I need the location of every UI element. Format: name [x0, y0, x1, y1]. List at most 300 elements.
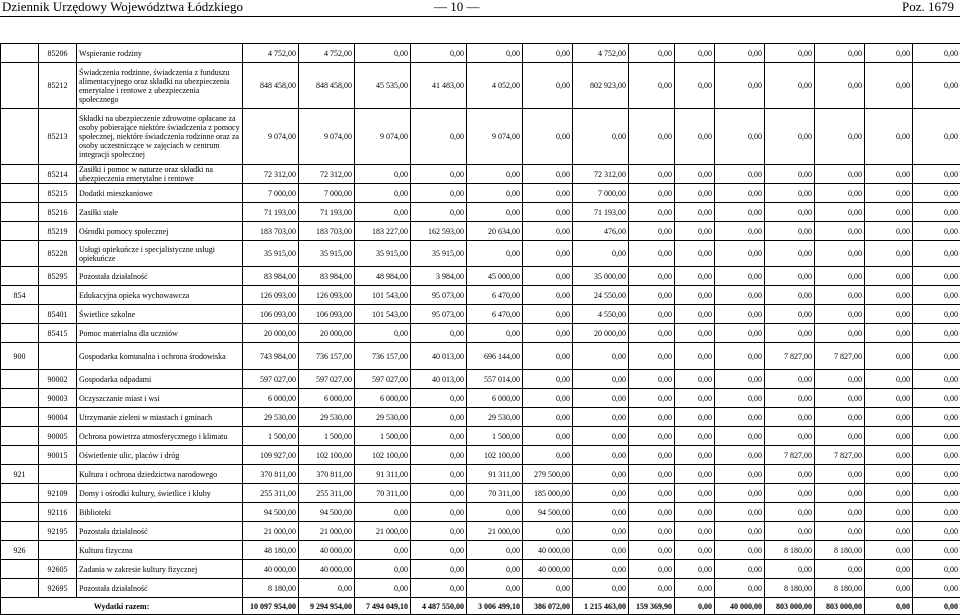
amount-cell: 8 180,00 — [765, 541, 815, 560]
table-row — [1, 370, 960, 389]
amount-cell: 0,00 — [865, 63, 913, 109]
amount-cell: 0,00 — [865, 465, 913, 484]
total-amount-cell: 0,00 — [913, 598, 960, 615]
amount-cell: 0,00 — [865, 446, 913, 465]
table-row — [1, 343, 960, 370]
amount-cell: 183 703,00 — [299, 222, 355, 241]
amount-cell: 102 100,00 — [467, 446, 523, 465]
amount-cell: 0,00 — [765, 522, 815, 541]
division-cell — [1, 579, 39, 598]
amount-cell: 0,00 — [675, 503, 715, 522]
division-cell — [1, 484, 39, 503]
description-cell: Pozostała działalność — [77, 267, 243, 286]
amount-cell: 0,00 — [675, 446, 715, 465]
amount-cell: 7 000,00 — [299, 184, 355, 203]
chapter-cell: 85219 — [39, 222, 77, 241]
description-cell: Gospodarka komunalna i ochrona środowiska — [77, 343, 243, 370]
amount-cell: 7 000,00 — [573, 184, 629, 203]
table-row — [1, 165, 960, 184]
amount-cell: 29 530,00 — [355, 408, 411, 427]
amount-cell: 0,00 — [765, 427, 815, 446]
amount-cell: 0,00 — [573, 408, 629, 427]
total-amount-cell: 803 000,00 — [765, 598, 815, 615]
amount-cell: 0,00 — [865, 109, 913, 165]
amount-cell: 0,00 — [865, 579, 913, 598]
amount-cell: 0,00 — [523, 324, 573, 343]
chapter-cell: 90002 — [39, 370, 77, 389]
amount-cell: 0,00 — [629, 408, 675, 427]
amount-cell: 696 144,00 — [467, 343, 523, 370]
chapter-cell: 85215 — [39, 184, 77, 203]
amount-cell: 1 500,00 — [243, 427, 299, 446]
amount-cell: 72 312,00 — [573, 165, 629, 184]
total-row — [1, 598, 960, 615]
amount-cell: 0,00 — [913, 63, 960, 109]
amount-cell: 279 500,00 — [523, 465, 573, 484]
amount-cell: 0,00 — [913, 427, 960, 446]
description-cell: Zasiłki i pomoc w naturze oraz składki na ubezpieczenia emerytalne i rentowe — [77, 165, 243, 184]
amount-cell: 476,00 — [573, 222, 629, 241]
amount-cell: 0,00 — [765, 63, 815, 109]
amount-cell: 183 703,00 — [243, 222, 299, 241]
amount-cell: 20 000,00 — [299, 324, 355, 343]
amount-cell: 0,00 — [865, 286, 913, 305]
amount-cell: 6 470,00 — [467, 305, 523, 324]
amount-cell: 48 180,00 — [243, 541, 299, 560]
amount-cell: 40 013,00 — [411, 343, 467, 370]
division-cell: 921 — [1, 465, 39, 484]
amount-cell: 0,00 — [715, 389, 765, 408]
amount-cell: 9 074,00 — [355, 109, 411, 165]
amount-cell: 0,00 — [815, 203, 865, 222]
amount-cell: 0,00 — [865, 541, 913, 560]
amount-cell: 4 052,00 — [467, 63, 523, 109]
chapter-cell: 85415 — [39, 324, 77, 343]
amount-cell: 0,00 — [715, 165, 765, 184]
amount-cell: 0,00 — [865, 427, 913, 446]
amount-cell: 0,00 — [467, 503, 523, 522]
division-cell — [1, 389, 39, 408]
amount-cell: 0,00 — [913, 370, 960, 389]
amount-cell: 0,00 — [913, 267, 960, 286]
amount-cell: 0,00 — [815, 389, 865, 408]
amount-cell: 0,00 — [411, 324, 467, 343]
description-cell: Składki na ubezpieczenie zdrowotne opłacane za osoby pobierające niektóre świadczenia z pomocy społecznej, niektóre świadczenia rodzinne oraz za osoby uczestniczące w zajęciach w centrum integracji społecznej — [77, 109, 243, 165]
amount-cell: 0,00 — [865, 522, 913, 541]
amount-cell: 0,00 — [629, 579, 675, 598]
division-cell: 854 — [1, 286, 39, 305]
table-row — [1, 203, 960, 222]
table-row — [1, 579, 960, 598]
table-row — [1, 465, 960, 484]
description-cell: Kultura fizyczna — [77, 541, 243, 560]
amount-cell: 40 000,00 — [299, 541, 355, 560]
amount-cell: 0,00 — [467, 184, 523, 203]
amount-cell: 35 915,00 — [355, 241, 411, 267]
amount-cell: 0,00 — [523, 203, 573, 222]
amount-cell: 0,00 — [913, 484, 960, 503]
amount-cell: 0,00 — [913, 165, 960, 184]
table-row — [1, 305, 960, 324]
amount-cell: 0,00 — [467, 241, 523, 267]
amount-cell: 0,00 — [865, 560, 913, 579]
amount-cell: 0,00 — [629, 560, 675, 579]
table-row — [1, 222, 960, 241]
amount-cell: 0,00 — [715, 560, 765, 579]
total-amount-cell: 1 215 463,00 — [573, 598, 629, 615]
amount-cell: 0,00 — [913, 44, 960, 63]
amount-cell: 0,00 — [299, 579, 355, 598]
amount-cell: 72 312,00 — [299, 165, 355, 184]
chapter-cell: 85216 — [39, 203, 77, 222]
amount-cell: 102 100,00 — [355, 446, 411, 465]
division-cell — [1, 241, 39, 267]
amount-cell: 0,00 — [815, 63, 865, 109]
amount-cell: 0,00 — [715, 343, 765, 370]
amount-cell: 0,00 — [765, 324, 815, 343]
total-amount-cell: 4 487 550,00 — [411, 598, 467, 615]
amount-cell: 0,00 — [675, 222, 715, 241]
amount-cell: 70 311,00 — [355, 484, 411, 503]
description-cell: Ochrona powietrza atmosferycznego i klimatu — [77, 427, 243, 446]
chapter-cell: 92109 — [39, 484, 77, 503]
amount-cell: 370 811,00 — [243, 465, 299, 484]
amount-cell: 0,00 — [715, 370, 765, 389]
amount-cell: 0,00 — [765, 286, 815, 305]
division-cell — [1, 109, 39, 165]
amount-cell: 94 500,00 — [299, 503, 355, 522]
amount-cell: 0,00 — [411, 109, 467, 165]
amount-cell: 20 634,00 — [467, 222, 523, 241]
amount-cell: 0,00 — [411, 44, 467, 63]
amount-cell: 0,00 — [573, 343, 629, 370]
amount-cell: 7 827,00 — [815, 446, 865, 465]
amount-cell: 40 000,00 — [299, 560, 355, 579]
amount-cell: 0,00 — [629, 184, 675, 203]
amount-cell: 0,00 — [523, 305, 573, 324]
amount-cell: 9 074,00 — [467, 109, 523, 165]
amount-cell: 183 227,00 — [355, 222, 411, 241]
amount-cell: 255 311,00 — [299, 484, 355, 503]
amount-cell: 45 000,00 — [467, 267, 523, 286]
amount-cell: 29 530,00 — [243, 408, 299, 427]
table-row — [1, 446, 960, 465]
amount-cell: 4 752,00 — [573, 44, 629, 63]
amount-cell: 106 093,00 — [243, 305, 299, 324]
amount-cell: 0,00 — [765, 503, 815, 522]
division-cell — [1, 560, 39, 579]
amount-cell: 0,00 — [765, 408, 815, 427]
description-cell: Pozostała działalność — [77, 522, 243, 541]
division-cell — [1, 267, 39, 286]
amount-cell: 41 483,00 — [411, 63, 467, 109]
amount-cell: 101 543,00 — [355, 286, 411, 305]
amount-cell: 29 530,00 — [467, 408, 523, 427]
amount-cell: 0,00 — [629, 427, 675, 446]
amount-cell: 0,00 — [675, 408, 715, 427]
amount-cell: 0,00 — [523, 579, 573, 598]
amount-cell: 0,00 — [865, 343, 913, 370]
amount-cell: 0,00 — [573, 109, 629, 165]
amount-cell: 0,00 — [629, 305, 675, 324]
amount-cell: 736 157,00 — [299, 343, 355, 370]
description-cell: Domy i ośrodki kultury, świetlice i kluby — [77, 484, 243, 503]
amount-cell: 0,00 — [865, 184, 913, 203]
description-cell: Ośrodki pomocy społecznej — [77, 222, 243, 241]
amount-cell: 0,00 — [865, 241, 913, 267]
amount-cell: 0,00 — [815, 286, 865, 305]
table-row — [1, 503, 960, 522]
amount-cell: 0,00 — [629, 63, 675, 109]
amount-cell: 736 157,00 — [355, 343, 411, 370]
amount-cell: 0,00 — [675, 465, 715, 484]
amount-cell: 1 500,00 — [355, 427, 411, 446]
amount-cell: 0,00 — [411, 541, 467, 560]
amount-cell: 1 500,00 — [299, 427, 355, 446]
amount-cell: 35 000,00 — [573, 267, 629, 286]
amount-cell: 0,00 — [913, 503, 960, 522]
amount-cell: 0,00 — [675, 343, 715, 370]
amount-cell: 7 000,00 — [243, 184, 299, 203]
amount-cell: 0,00 — [675, 203, 715, 222]
amount-cell: 0,00 — [573, 541, 629, 560]
amount-cell: 0,00 — [411, 165, 467, 184]
amount-cell: 0,00 — [765, 184, 815, 203]
amount-cell: 8 180,00 — [815, 579, 865, 598]
table-row — [1, 522, 960, 541]
amount-cell: 0,00 — [355, 184, 411, 203]
amount-cell: 597 027,00 — [355, 370, 411, 389]
amount-cell: 71 193,00 — [573, 203, 629, 222]
amount-cell: 0,00 — [815, 560, 865, 579]
chapter-cell: 85212 — [39, 63, 77, 109]
amount-cell: 0,00 — [913, 446, 960, 465]
amount-cell: 0,00 — [411, 427, 467, 446]
amount-cell: 0,00 — [715, 579, 765, 598]
amount-cell: 0,00 — [913, 389, 960, 408]
amount-cell: 0,00 — [765, 241, 815, 267]
amount-cell: 0,00 — [815, 222, 865, 241]
amount-cell: 40 013,00 — [411, 370, 467, 389]
amount-cell: 0,00 — [913, 184, 960, 203]
amount-cell: 35 915,00 — [411, 241, 467, 267]
amount-cell: 0,00 — [411, 522, 467, 541]
amount-cell: 0,00 — [865, 267, 913, 286]
division-cell — [1, 184, 39, 203]
amount-cell: 0,00 — [865, 408, 913, 427]
amount-cell: 0,00 — [765, 560, 815, 579]
division-cell — [1, 222, 39, 241]
amount-cell: 255 311,00 — [243, 484, 299, 503]
amount-cell: 0,00 — [629, 541, 675, 560]
amount-cell: 0,00 — [865, 203, 913, 222]
amount-cell: 9 074,00 — [299, 109, 355, 165]
amount-cell: 0,00 — [355, 541, 411, 560]
amount-cell: 0,00 — [865, 370, 913, 389]
amount-cell: 0,00 — [765, 370, 815, 389]
table-row — [1, 389, 960, 408]
amount-cell: 0,00 — [913, 324, 960, 343]
amount-cell: 0,00 — [815, 241, 865, 267]
total-amount-cell: 10 097 954,00 — [243, 598, 299, 615]
amount-cell: 0,00 — [675, 267, 715, 286]
amount-cell: 0,00 — [815, 184, 865, 203]
amount-cell: 185 000,00 — [523, 484, 573, 503]
amount-cell: 95 073,00 — [411, 286, 467, 305]
amount-cell: 40 000,00 — [523, 560, 573, 579]
amount-cell: 0,00 — [715, 484, 765, 503]
total-amount-cell: 3 006 499,10 — [467, 598, 523, 615]
position-number: Poz. 1679 — [902, 0, 954, 15]
amount-cell: 0,00 — [573, 370, 629, 389]
amount-cell: 109 927,00 — [243, 446, 299, 465]
amount-cell: 0,00 — [765, 465, 815, 484]
division-cell — [1, 203, 39, 222]
division-cell: 926 — [1, 541, 39, 560]
total-amount-cell: 159 369,90 — [629, 598, 675, 615]
amount-cell: 29 530,00 — [299, 408, 355, 427]
division-cell — [1, 305, 39, 324]
amount-cell: 0,00 — [523, 446, 573, 465]
chapter-cell — [39, 343, 77, 370]
amount-cell: 0,00 — [675, 389, 715, 408]
amount-cell: 0,00 — [573, 579, 629, 598]
amount-cell: 0,00 — [629, 267, 675, 286]
amount-cell: 0,00 — [815, 267, 865, 286]
amount-cell: 94 500,00 — [243, 503, 299, 522]
amount-cell: 0,00 — [715, 408, 765, 427]
division-cell — [1, 446, 39, 465]
description-cell: Świetlice szkolne — [77, 305, 243, 324]
amount-cell: 0,00 — [815, 165, 865, 184]
amount-cell: 0,00 — [629, 324, 675, 343]
amount-cell: 35 915,00 — [299, 241, 355, 267]
amount-cell: 0,00 — [573, 484, 629, 503]
amount-cell: 21 000,00 — [355, 522, 411, 541]
amount-cell: 0,00 — [411, 484, 467, 503]
amount-cell: 0,00 — [523, 184, 573, 203]
amount-cell: 71 193,00 — [299, 203, 355, 222]
amount-cell: 95 073,00 — [411, 305, 467, 324]
amount-cell: 6 000,00 — [355, 389, 411, 408]
division-cell — [1, 408, 39, 427]
amount-cell: 0,00 — [411, 579, 467, 598]
amount-cell: 126 093,00 — [299, 286, 355, 305]
table-row — [1, 109, 960, 165]
amount-cell: 0,00 — [765, 203, 815, 222]
amount-cell: 8 180,00 — [815, 541, 865, 560]
page-number: — 10 — — [434, 0, 480, 15]
amount-cell: 0,00 — [815, 305, 865, 324]
page-header — [0, 0, 960, 17]
amount-cell: 101 543,00 — [355, 305, 411, 324]
amount-cell: 91 311,00 — [467, 465, 523, 484]
amount-cell: 0,00 — [523, 222, 573, 241]
amount-cell: 0,00 — [865, 484, 913, 503]
amount-cell: 0,00 — [467, 324, 523, 343]
chapter-cell: 85401 — [39, 305, 77, 324]
amount-cell: 0,00 — [815, 408, 865, 427]
description-cell: Świadczenia rodzinne, świadczenia z funduszu alimentacyjnego oraz składki na ubezpieczenia emerytalne i rentowe z ubezpieczenia społecznego — [77, 63, 243, 109]
journal-title: Dziennik Urzędowy Województwa Łódzkiego — [2, 0, 243, 15]
amount-cell: 6 000,00 — [243, 389, 299, 408]
amount-cell: 0,00 — [411, 446, 467, 465]
amount-cell: 0,00 — [815, 109, 865, 165]
amount-cell: 0,00 — [629, 44, 675, 63]
amount-cell: 0,00 — [523, 109, 573, 165]
amount-cell: 8 180,00 — [765, 579, 815, 598]
table-row — [1, 63, 960, 109]
amount-cell: 0,00 — [865, 305, 913, 324]
amount-cell: 7 827,00 — [765, 446, 815, 465]
amount-cell: 0,00 — [865, 503, 913, 522]
amount-cell: 0,00 — [913, 305, 960, 324]
division-cell — [1, 165, 39, 184]
amount-cell: 45 535,00 — [355, 63, 411, 109]
amount-cell: 0,00 — [715, 241, 765, 267]
amount-cell: 83 984,00 — [299, 267, 355, 286]
table-row — [1, 560, 960, 579]
amount-cell: 0,00 — [523, 267, 573, 286]
amount-cell: 7 827,00 — [765, 343, 815, 370]
amount-cell: 0,00 — [715, 267, 765, 286]
amount-cell: 4 550,00 — [573, 305, 629, 324]
amount-cell: 48 984,00 — [355, 267, 411, 286]
amount-cell: 35 915,00 — [243, 241, 299, 267]
amount-cell: 0,00 — [675, 541, 715, 560]
amount-cell: 72 312,00 — [243, 165, 299, 184]
amount-cell: 0,00 — [865, 324, 913, 343]
amount-cell: 21 000,00 — [467, 522, 523, 541]
amount-cell: 0,00 — [523, 370, 573, 389]
amount-cell: 0,00 — [467, 44, 523, 63]
description-cell: Zadania w zakresie kultury fizycznej — [77, 560, 243, 579]
amount-cell: 0,00 — [675, 241, 715, 267]
amount-cell: 0,00 — [865, 165, 913, 184]
amount-cell: 20 000,00 — [573, 324, 629, 343]
amount-cell: 0,00 — [715, 541, 765, 560]
amount-cell: 0,00 — [715, 184, 765, 203]
table-row — [1, 427, 960, 446]
amount-cell: 0,00 — [765, 109, 815, 165]
amount-cell: 0,00 — [523, 44, 573, 63]
amount-cell: 0,00 — [573, 503, 629, 522]
chapter-cell: 92695 — [39, 579, 77, 598]
amount-cell: 557 014,00 — [467, 370, 523, 389]
amount-cell: 0,00 — [629, 222, 675, 241]
amount-cell: 848 458,00 — [243, 63, 299, 109]
amount-cell: 0,00 — [715, 522, 765, 541]
chapter-cell: 90004 — [39, 408, 77, 427]
amount-cell: 0,00 — [629, 446, 675, 465]
amount-cell: 71 193,00 — [243, 203, 299, 222]
division-cell — [1, 44, 39, 63]
amount-cell: 0,00 — [815, 324, 865, 343]
table-row — [1, 241, 960, 267]
amount-cell: 0,00 — [629, 109, 675, 165]
amount-cell: 0,00 — [675, 184, 715, 203]
division-cell — [1, 427, 39, 446]
chapter-cell: 85214 — [39, 165, 77, 184]
amount-cell: 0,00 — [675, 579, 715, 598]
chapter-cell: 90005 — [39, 427, 77, 446]
chapter-cell: 90015 — [39, 446, 77, 465]
amount-cell: 0,00 — [865, 44, 913, 63]
amount-cell: 0,00 — [411, 408, 467, 427]
description-cell: Wspieranie rodziny — [77, 44, 243, 63]
amount-cell: 0,00 — [573, 427, 629, 446]
amount-cell: 0,00 — [913, 541, 960, 560]
